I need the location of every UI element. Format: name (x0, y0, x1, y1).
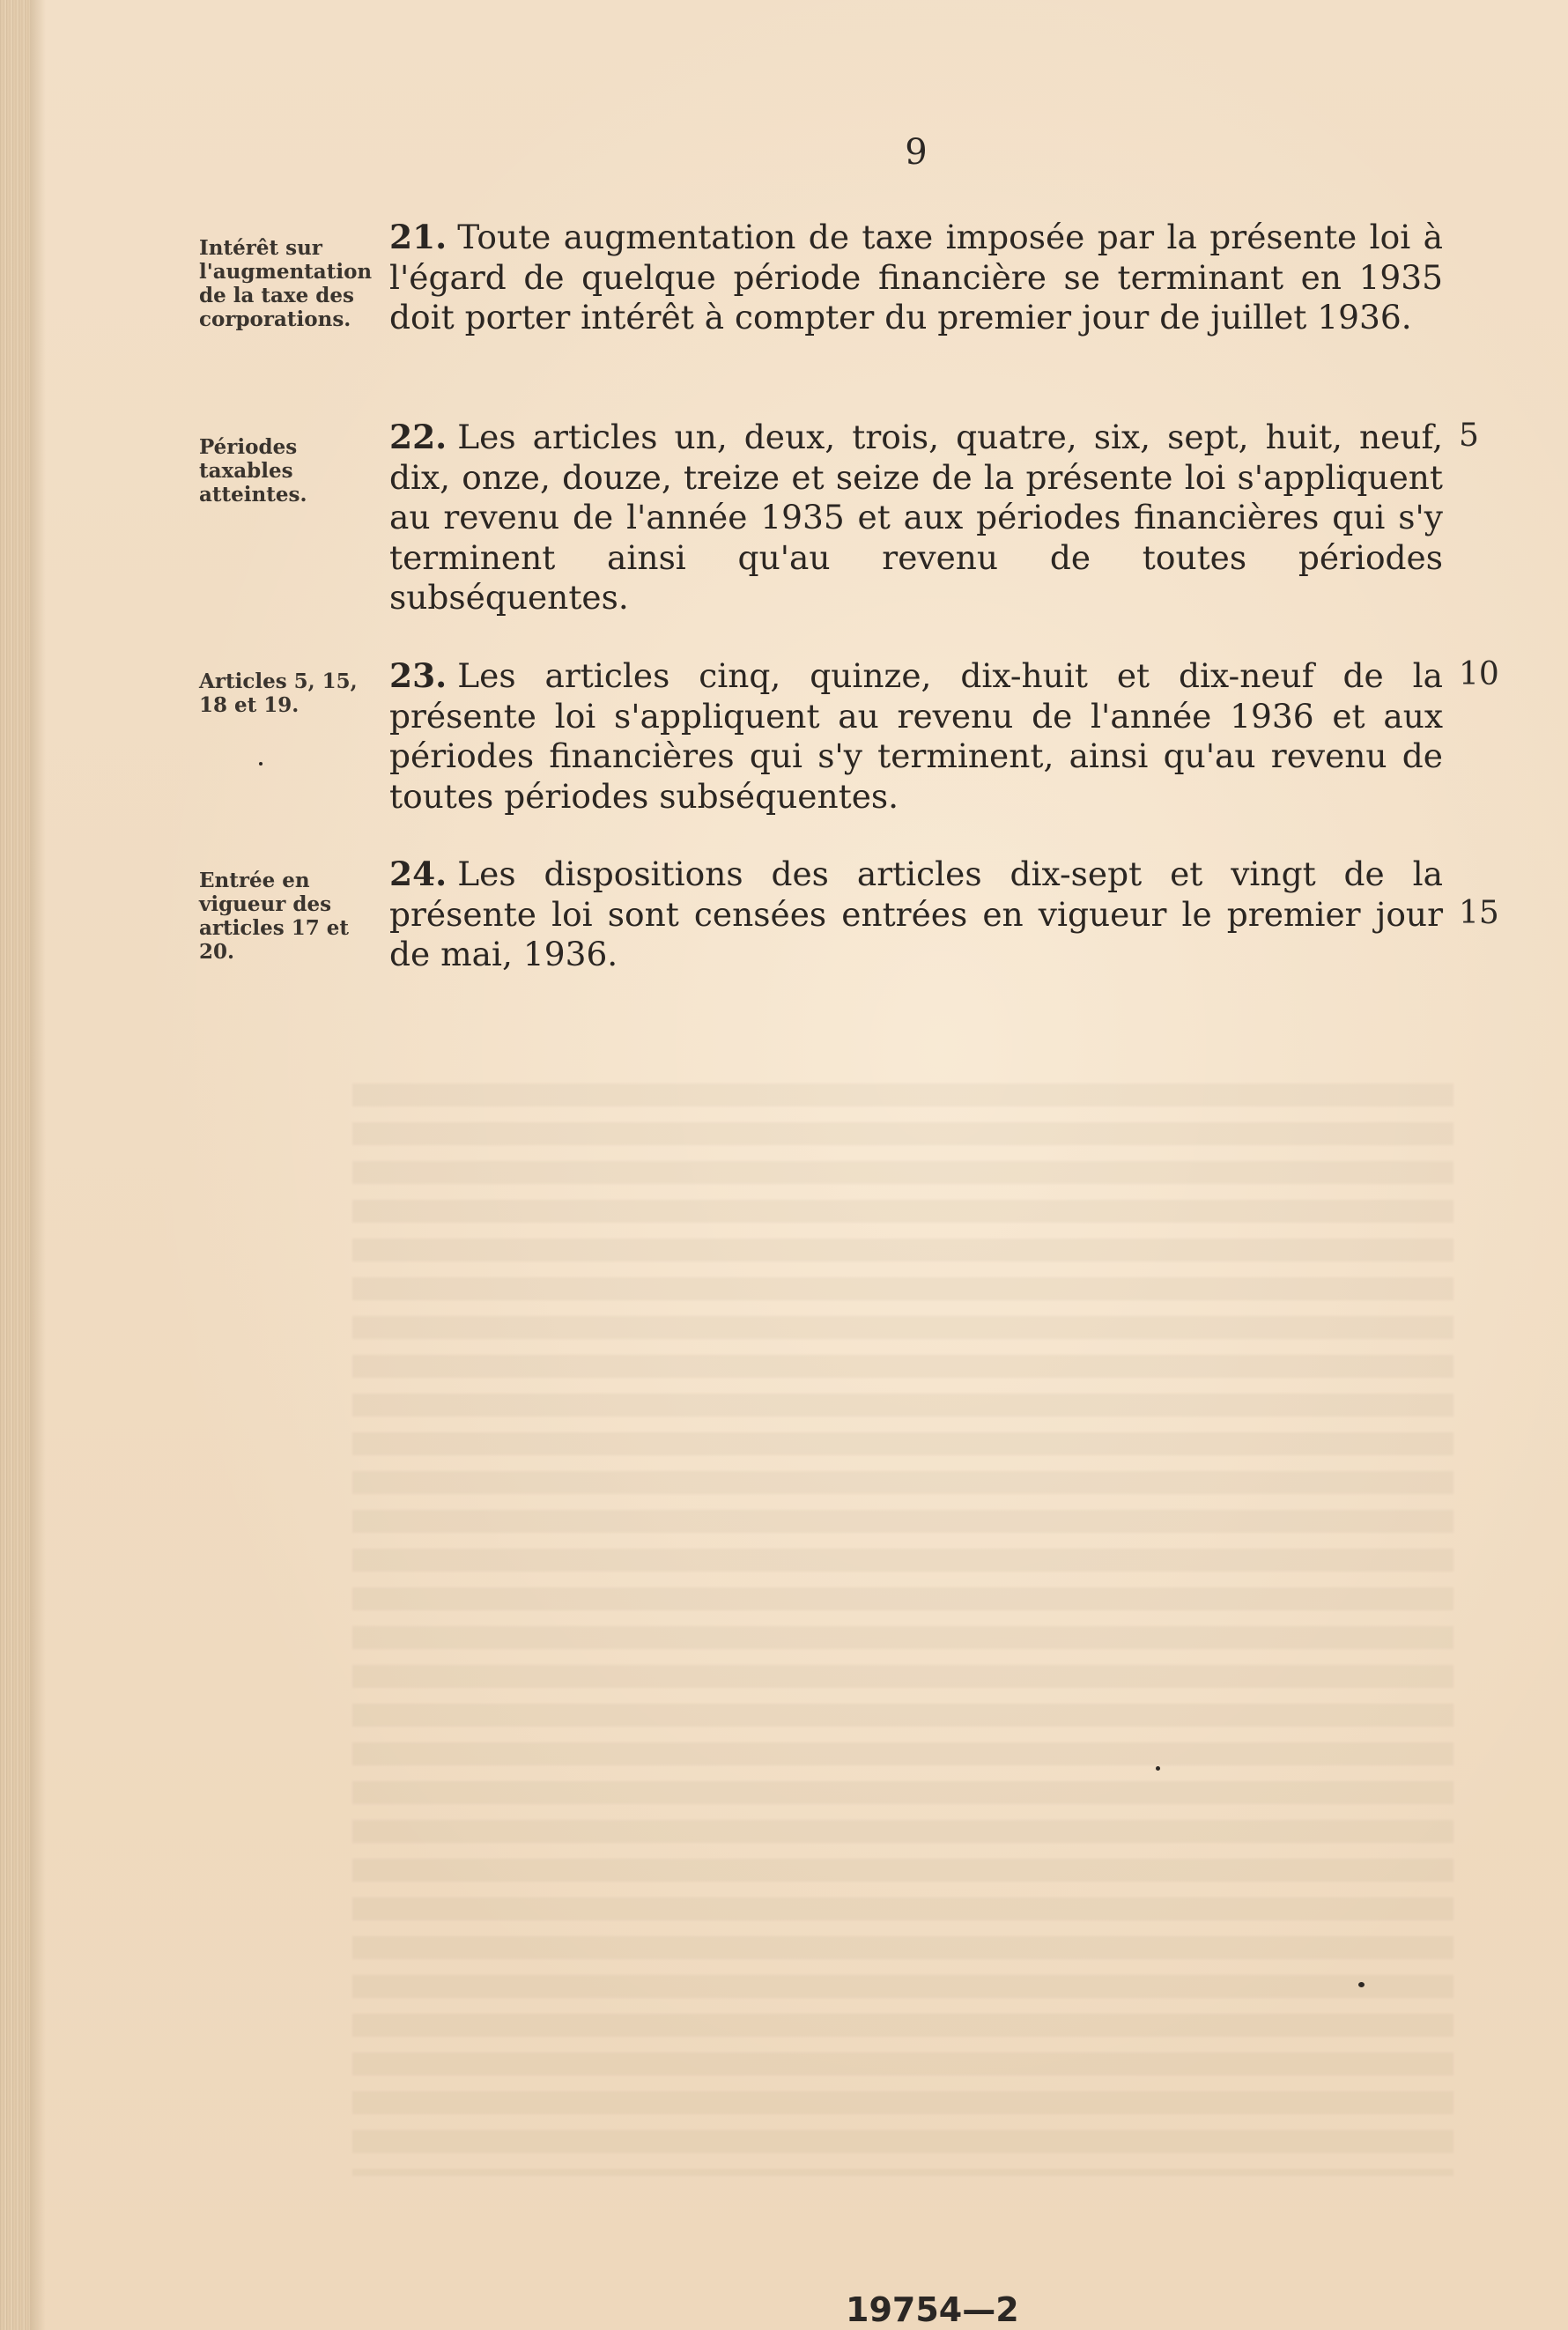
ink-speck (1156, 1766, 1160, 1771)
bleed-through-texture (352, 1084, 1453, 2176)
article-number-21: 21. (389, 218, 447, 256)
paragraph-21 (389, 218, 1443, 338)
line-number-10: 10 (1459, 656, 1499, 692)
article-number-22: 22. (389, 418, 447, 456)
margin-note-22: Périodes taxables atteintes. (199, 435, 307, 507)
article-number-24: 24. (389, 854, 447, 893)
article-text-21: Toute augmentation de taxe imposée par la présente loi à l'égard de quelque période financière se terminant en 1935 doit porter intérêt à compter du premier jour de juillet 1936. (389, 218, 1443, 337)
paragraph-24 (389, 854, 1443, 975)
margin-note-23: Articles 5, 15, 18 et 19. (199, 669, 358, 717)
margin-note-21: Intérêt sur l'augmentation de la taxe des corporations. (199, 236, 373, 331)
article-text-24: Les dispositions des articles dix-sept et vingt de la présente loi sont censées entrées en vigueur le premier jour de mai, 1936. (389, 854, 1443, 973)
binding-shadow (30, 0, 46, 2330)
ink-speck (1358, 1982, 1365, 1987)
article-number-23: 23. (389, 656, 447, 695)
line-number-5: 5 (1459, 418, 1479, 454)
margin-note-24: Entrée en vigueur des articles 17 et 20. (199, 869, 349, 964)
page-number: 9 (905, 132, 928, 173)
article-text-23: Les articles cinq, quinze, dix-huit et dix-neuf de la présente loi s'appliquent au revenu de l'année 1936 et aux périodes financières qui s'y terminent, ainsi qu'au revenu de toutes périodes subséquentes. (389, 656, 1443, 816)
paragraph-23 (389, 656, 1443, 817)
paragraph-22 (389, 418, 1443, 618)
ink-speck (259, 762, 263, 766)
footer-print-code: 19754—2 (846, 2290, 1019, 2329)
article-text-22: Les articles un, deux, trois, quatre, six, sept, huit, neuf, dix, onze, douze, treize et seize de la présente loi s'appliquent au revenu de l'année 1935 et aux périodes financières qui s'y terminent ainsi qu'au revenu de toutes périodes subséquentes. (389, 418, 1443, 617)
binding-edge (0, 0, 30, 2330)
line-number-15: 15 (1459, 895, 1499, 931)
